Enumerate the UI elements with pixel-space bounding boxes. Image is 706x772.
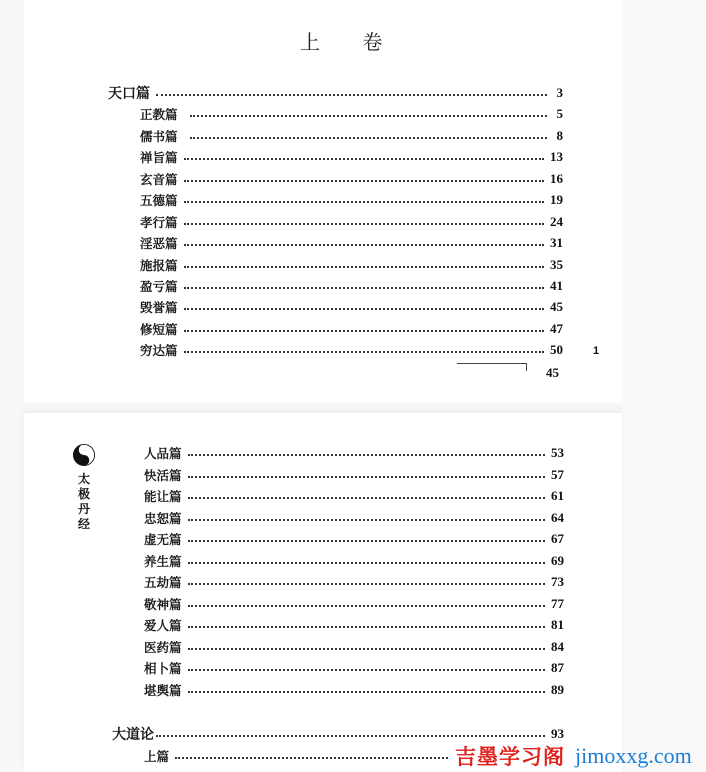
toc-page-number: 8 (556, 128, 563, 143)
dot-leader (188, 583, 545, 585)
toc-page-number: 73 (551, 574, 564, 589)
toc-label: 穷达篇 (140, 343, 178, 358)
toc-entry[interactable] (144, 637, 564, 657)
dot-leader (175, 757, 448, 759)
toc-page-number: 87 (551, 660, 564, 675)
toc-entry[interactable] (144, 615, 564, 635)
toc-page-number: 61 (551, 488, 564, 503)
toc-page-number: 93 (551, 726, 564, 741)
dot-leader (188, 562, 545, 564)
toc-entry[interactable] (144, 465, 564, 485)
toc-page-number: 50 (550, 342, 563, 357)
dot-leader (184, 201, 544, 203)
watermark-url: jimoxxg.com (575, 743, 692, 768)
dot-leader (184, 223, 544, 225)
dot-leader (188, 691, 545, 693)
dot-leader (156, 735, 545, 737)
toc-entry[interactable] (140, 276, 563, 296)
volume-title: 上 卷 (300, 30, 401, 54)
toc-page-number: 45 (550, 299, 563, 314)
toc-entry[interactable] (144, 658, 564, 678)
dot-leader (184, 244, 544, 246)
stray-page-number: 45 (546, 365, 559, 380)
toc-page-number: 77 (551, 596, 564, 611)
watermark-text: 吉墨学习阁 (453, 741, 567, 771)
toc-entry[interactable] (144, 508, 564, 528)
toc-entry[interactable] (140, 147, 563, 167)
dot-leader (190, 137, 547, 139)
dot-leader (184, 180, 544, 182)
toc-label: 虚无篇 (144, 532, 182, 547)
toc-entry[interactable] (140, 233, 563, 253)
toc-page-number: 5 (556, 106, 563, 121)
dot-leader (188, 519, 545, 521)
watermark (453, 741, 692, 771)
toc-page-number: 67 (551, 531, 564, 546)
book-title-vertical: 太极丹经 (77, 472, 90, 531)
toc-page-number: 69 (551, 553, 564, 568)
toc-entry[interactable] (144, 680, 564, 700)
toc-page-number: 13 (550, 149, 563, 164)
toc-page-number: 24 (550, 214, 563, 229)
toc-label: 五劫篇 (144, 575, 182, 590)
dot-leader (188, 669, 545, 671)
toc-page-number: 31 (550, 235, 563, 250)
toc-label: 孝行篇 (140, 215, 178, 230)
toc-label: 能让篇 (144, 489, 182, 504)
toc-label: 快活篇 (144, 468, 182, 483)
toc-page-number: 57 (551, 467, 564, 482)
toc-label: 大道论 (112, 727, 154, 743)
toc-entry[interactable] (140, 169, 563, 189)
dot-leader (184, 266, 544, 268)
toc-label: 爱人篇 (144, 618, 182, 633)
toc-label: 正教篇 (140, 107, 178, 122)
dot-leader (188, 540, 545, 542)
toc-label: 施报篇 (140, 258, 178, 273)
toc-entry[interactable] (140, 319, 563, 339)
toc-label: 医药篇 (144, 640, 182, 655)
toc-entry[interactable] (140, 255, 563, 275)
toc-label: 禅旨篇 (140, 150, 178, 165)
toc-entry[interactable] (140, 212, 563, 232)
toc-entry[interactable] (144, 572, 564, 592)
toc-entry[interactable] (140, 126, 563, 146)
toc-label: 养生篇 (144, 554, 182, 569)
toc-label: 上篇 (144, 749, 170, 764)
toc-entry[interactable] (140, 104, 563, 124)
scan-artifact (457, 363, 527, 371)
dot-leader (184, 287, 544, 289)
background-strip (622, 0, 706, 772)
dot-leader (188, 454, 545, 456)
toc-page-number: 35 (550, 257, 563, 272)
toc-page-number: 16 (550, 171, 563, 186)
toc-entry[interactable] (144, 594, 564, 614)
dot-leader (184, 330, 544, 332)
yin-yang-icon (73, 444, 95, 466)
dot-leader (156, 94, 547, 96)
toc-entry[interactable] (144, 486, 564, 506)
toc-entry[interactable] (140, 340, 563, 360)
toc-page-number: 3 (556, 85, 563, 100)
toc-entry[interactable] (144, 529, 564, 549)
toc-main-section[interactable] (108, 83, 563, 103)
toc-label: 人品篇 (144, 446, 182, 461)
toc-label: 天口篇 (108, 86, 150, 102)
toc-label: 敬神篇 (144, 597, 182, 612)
toc-entry[interactable] (140, 297, 563, 317)
toc-entry[interactable] (144, 443, 564, 463)
toc-page-number: 53 (551, 445, 564, 460)
dot-leader (184, 351, 544, 353)
toc-label: 儒书篇 (140, 129, 178, 144)
toc-page-number: 84 (551, 639, 564, 654)
toc-entry[interactable] (144, 551, 564, 571)
dot-leader (184, 308, 544, 310)
dot-leader (190, 115, 547, 117)
toc-label: 玄音篇 (140, 172, 178, 187)
toc-page-number: 89 (551, 682, 564, 697)
toc-page-number: 64 (551, 510, 564, 525)
toc-page-number: 81 (551, 617, 564, 632)
toc-label: 堪舆篇 (144, 683, 182, 698)
dot-leader (188, 648, 545, 650)
toc-label: 毁誉篇 (140, 300, 178, 315)
toc-page-number: 19 (550, 192, 563, 207)
toc-label: 相卜篇 (144, 661, 182, 676)
dot-leader (188, 476, 545, 478)
dot-leader (188, 626, 545, 628)
dot-leader (188, 497, 545, 499)
toc-page-number: 41 (550, 278, 563, 293)
toc-page-number: 47 (550, 321, 563, 336)
toc-label: 淫恶篇 (140, 236, 178, 251)
toc-entry[interactable] (144, 746, 454, 766)
toc-label: 五德篇 (140, 193, 178, 208)
toc-entry[interactable] (140, 190, 563, 210)
dot-leader (184, 158, 544, 160)
toc-label: 盈亏篇 (140, 279, 178, 294)
side-page-number: 1 (593, 345, 600, 357)
dot-leader (188, 605, 545, 607)
toc-label: 忠恕篇 (144, 511, 182, 526)
toc-label: 修短篇 (140, 322, 178, 337)
